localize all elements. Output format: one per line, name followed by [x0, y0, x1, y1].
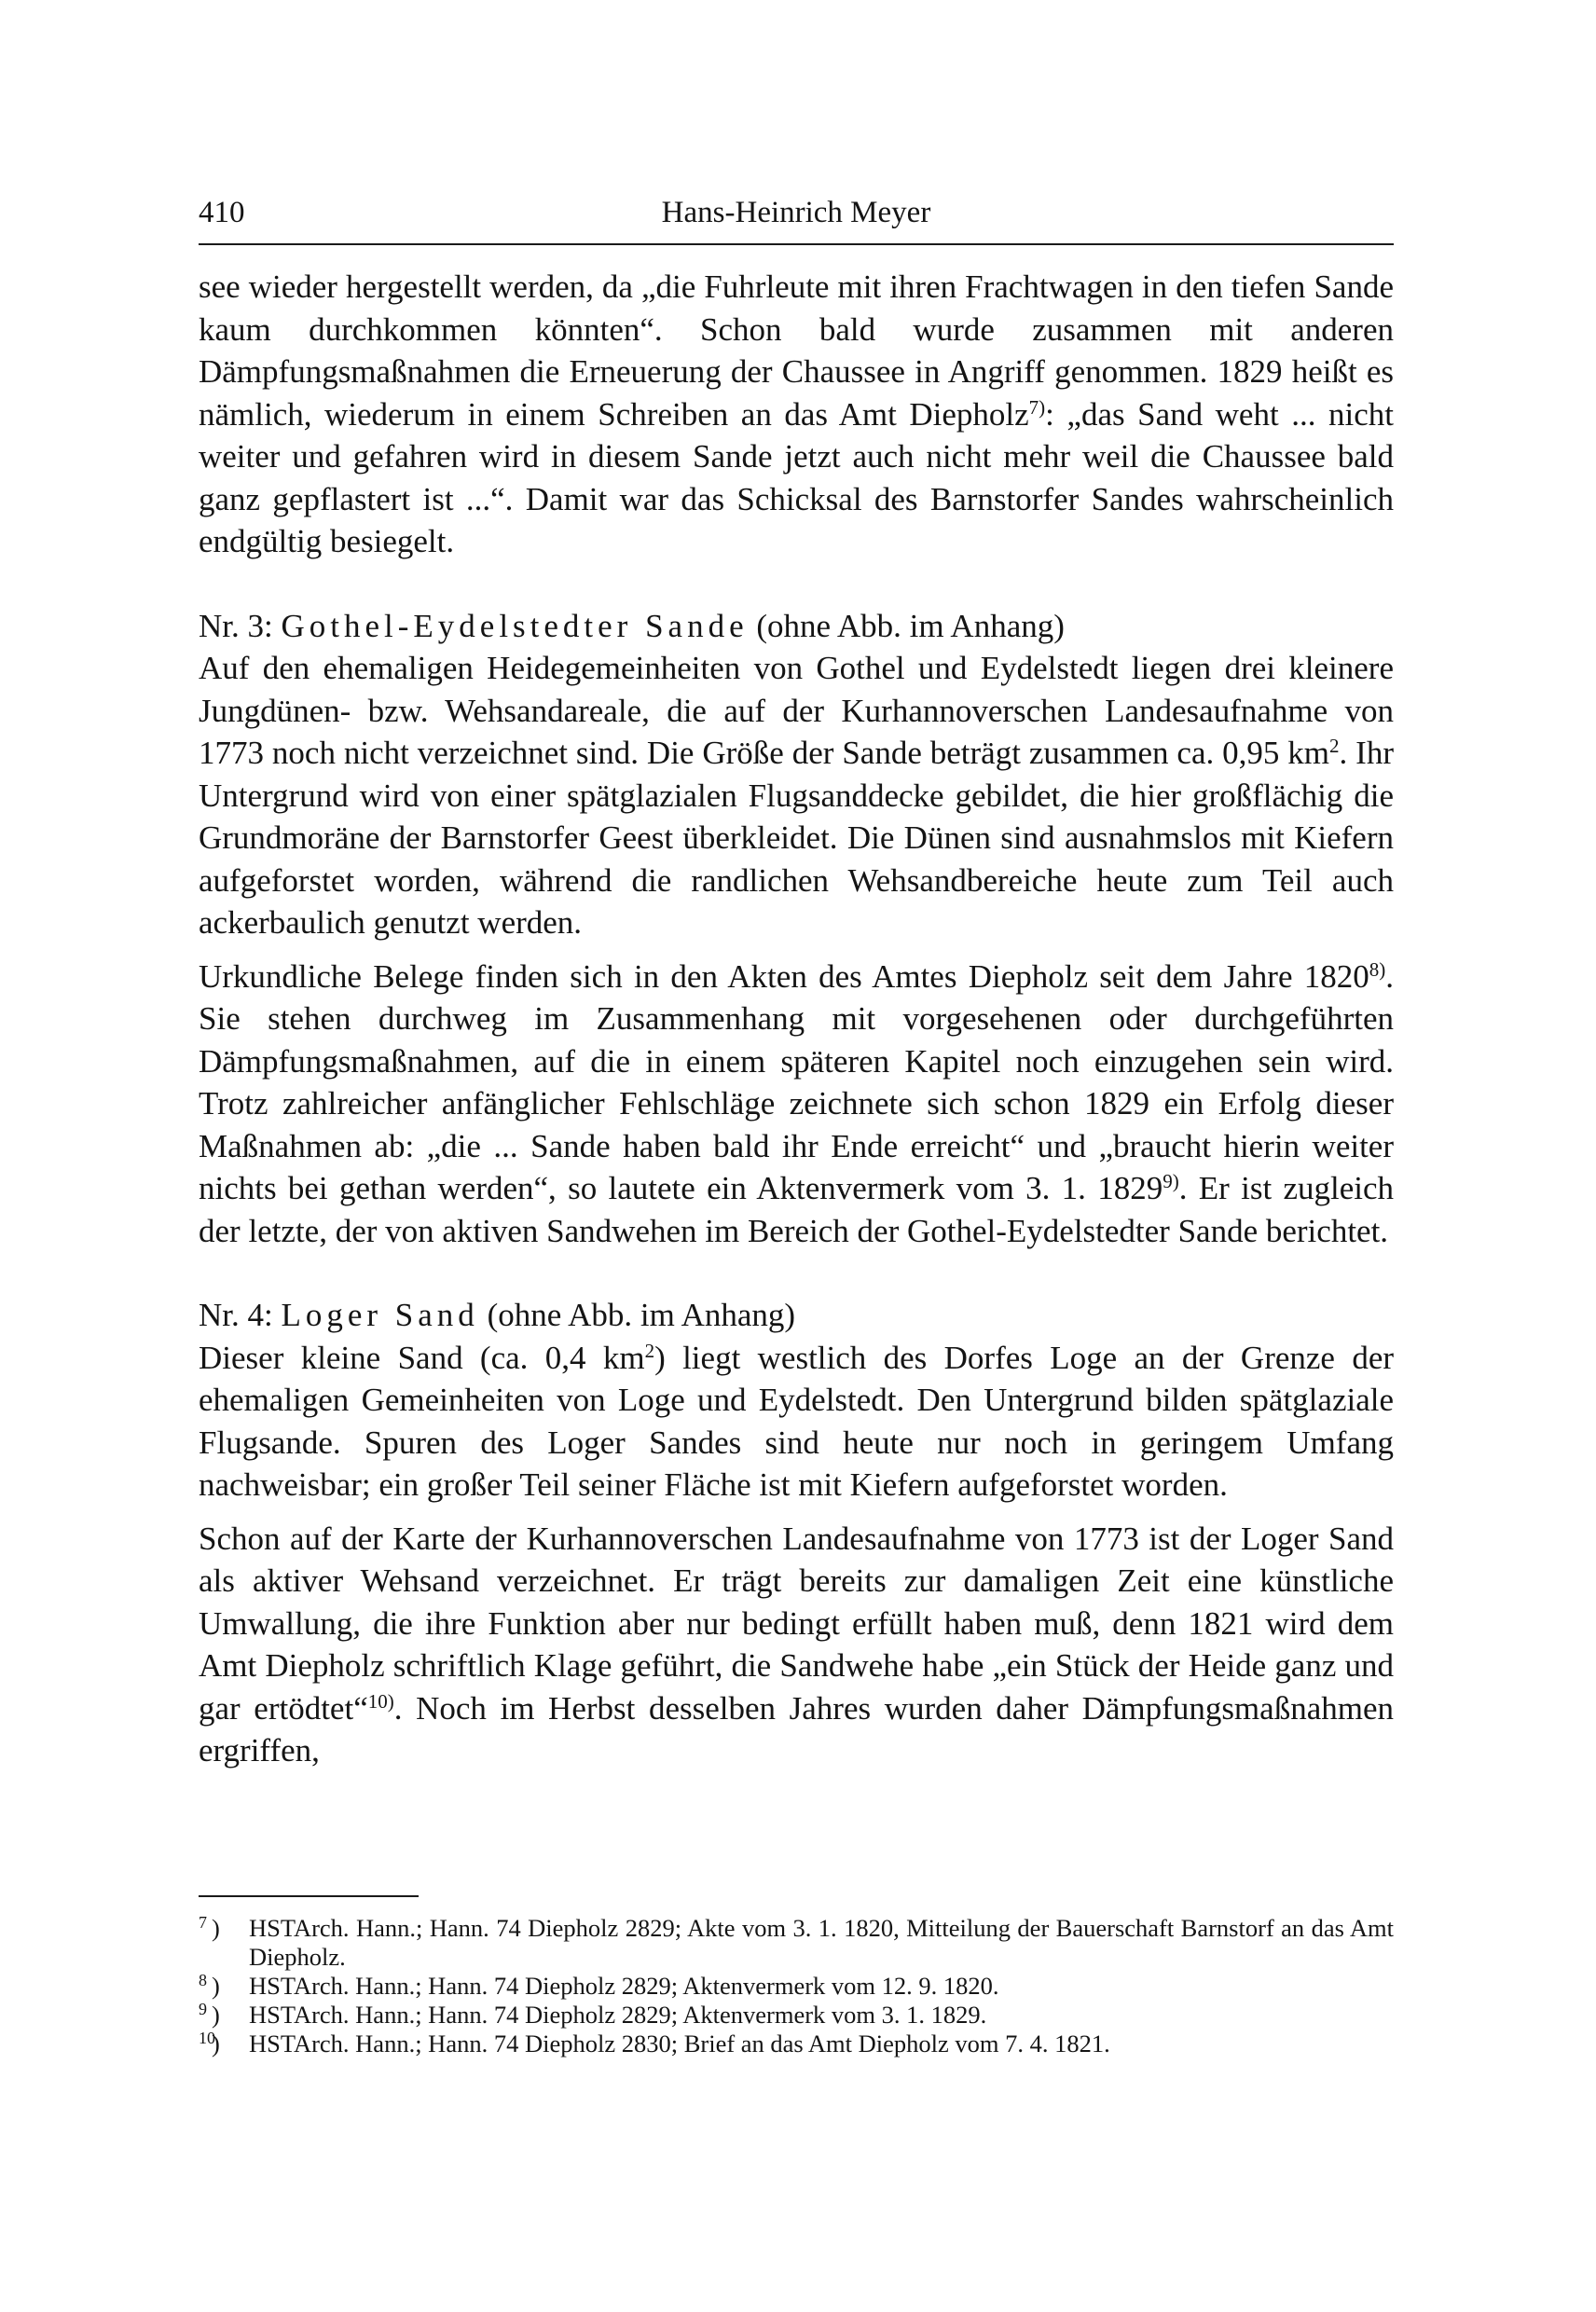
footnote-mark: 10: [199, 2029, 215, 2047]
paragraph: [199, 1337, 1394, 1507]
section-number: Nr. 4:: [199, 1297, 282, 1333]
footnote-7: [199, 1914, 1394, 1972]
text-run: . Ihr Untergrund wird von einer spätglazialen Flugsanddecke gebildet, die hier großflächig die Grundmoräne der Barnstorfer Geest überkleidet. Die Dünen sind ausnahmslos mit Kiefern aufgeforstet worden, während die randlichen Wehsandbereiche heute zum Teil auch ackerbaulich genutzt werden.: [199, 735, 1394, 941]
section-gothel-eydelstedter-sande: [199, 605, 1394, 1253]
text-run: ) liegt westlich des Dorfes Loge an der Grenze der ehemaligen Gemeinheiten von Loge und Eydelstedt. Den Untergrund bilden spätglaziale Flugsande. Spuren des Loger Sandes sind heute nur noch in geringem Umfang nachweisbar; ein großer Teil seiner Fläche ist mit Kiefern aufgeforstet worden.: [199, 1339, 1395, 1503]
text-run: Urkundliche Belege finden sich in den Akten des Amtes Diepholz seit dem Jahre 1820: [199, 957, 1369, 995]
paragraph: [199, 956, 1394, 1253]
footnote-paren: ): [212, 2030, 220, 2057]
footnote-ref-7: 7): [1028, 395, 1046, 419]
text-run: Schon auf der Karte der Kurhannoverschen Landesaufnahme von 1773 ist der Loger Sand als aktiver Wehsand verzeichnet. Er trägt bereits zur damaligen Zeit eine künstliche Umwallung, die ihre Funktion aber nur bedingt erfüllt haben muß, denn 1821 wird dem Amt Diepholz schriftlich Klage geführt, die Sandwehe habe „ein Stück der Heide ganz und gar ertödtet“: [199, 1520, 1394, 1727]
page-header: [199, 190, 1394, 235]
footnote-mark: 7: [199, 1913, 207, 1932]
section-number: Nr. 3:: [199, 607, 282, 644]
footnote-paren: ): [212, 2001, 220, 2029]
footnote-paren: ): [212, 1972, 220, 2000]
footnote-paren: ): [212, 1914, 220, 1942]
footnote-mark: 8: [199, 1971, 207, 1989]
text-run: Auf den ehemaligen Heidegemeinheiten von Gothel und Eydelstedt liegen drei kleinere Jungdünen- bzw. Wehsandareale, die auf der Kurhannoverschen Landesaufnahme von 1773 noch nicht verzeichnet sind. Die Größe der Sande beträgt zusammen ca. 0,95 km: [199, 650, 1394, 771]
text-run: Dieser kleine Sand (ca. 0,4 km: [199, 1339, 645, 1376]
footnote-ref-8: 8): [1369, 957, 1386, 981]
footnote-8: [199, 1972, 1394, 2001]
text-run: : „das Sand weht ... nicht weiter und gefahren wird in diesem Sande jetzt auch nicht mehr weil die Chaussee bald ganz gepflastert ist ...“. Damit war das Schicksal des Barnstorfer Sandes wahrscheinlich endgültig besiegelt.: [199, 395, 1394, 559]
section-title: Loger Sand: [281, 1297, 479, 1333]
footnote-10: [199, 2030, 1394, 2058]
section-note: (ohne Abb. im Anhang): [478, 1297, 796, 1333]
footnote-rule: [199, 1895, 419, 1897]
section-loger-sand: [199, 1294, 1394, 1772]
page-number: 410: [199, 196, 245, 229]
paragraph: [199, 1518, 1394, 1772]
section-heading: [199, 1294, 1394, 1337]
footnote-9: [199, 2001, 1394, 2030]
section-title: Gothel-Eydelstedter Sande: [281, 607, 749, 644]
footnote-mark: 9: [199, 2000, 207, 2018]
main-text: [199, 266, 1394, 1772]
footnotes: [199, 1914, 1394, 2058]
footnote-text: HSTArch. Hann.; Hann. 74 Diepholz 2829; Aktenvermerk vom 12. 9. 1820.: [249, 1972, 999, 2000]
paragraph: [199, 647, 1394, 944]
footnote-ref-9: 9): [1163, 1170, 1179, 1192]
text-run: . Noch im Herbst desselben Jahres wurden daher Dämpfungsmaßnahmen ergriffen,: [199, 1689, 1394, 1768]
section-note: (ohne Abb. im Anhang): [748, 607, 1065, 644]
section-heading: [199, 605, 1394, 648]
text-run: . Er ist zugleich der letzte, der von aktiven Sandwehen im Bereich der Gothel-Eydelstedter Sande berichtet.: [199, 1170, 1395, 1249]
footnote-text: HSTArch. Hann.; Hann. 74 Diepholz 2829; Aktenvermerk vom 3. 1. 1829.: [249, 2001, 987, 2029]
text-run: see wieder hergestellt werden, da „die Fuhrleute mit ihren Frachtwagen in den tiefen Sande kaum durchkommen könnten“. Schon bald wurde zusammen mit anderen Dämpfungsmaßnahmen die Erneuerung der Chaussee in Angriff genommen. 1829 heißt es nämlich, wiederum in einem Schreiben an das Amt Diepholz: [199, 268, 1394, 433]
footnote-text: HSTArch. Hann.; Hann. 74 Diepholz 2829; Akte vom 3. 1. 1820, Mitteilung der Bauerschaft Barnstorf an das Amt Diepholz.: [249, 1914, 1394, 1971]
book-page: [199, 0, 1394, 2312]
superscript: 2: [644, 1339, 655, 1362]
intro-paragraph: [199, 266, 1394, 563]
superscript: 2: [1329, 735, 1340, 757]
text-run: . Sie stehen durchweg im Zusammenhang mit vorgesehenen oder durchgeführten Dämpfungsmaßnahmen, auf die in einem späteren Kapitel noch einzugehen sein wird. Trotz zahlreicher anfänglicher Fehlschläge zeichnete sich schon 1829 ein Erfolg dieser Maßnahmen ab: „die ... Sande haben bald ihr Ende erreicht“ und „braucht hierin weiter nichts bei gethan werden“, so lautete ein Aktenvermerk vom 3. 1. 1829: [199, 957, 1394, 1206]
header-rule: [199, 243, 1394, 245]
running-head-author: Hans-Heinrich Meyer: [661, 196, 931, 229]
footnote-ref-10: 10): [367, 1689, 394, 1713]
footnote-text: HSTArch. Hann.; Hann. 74 Diepholz 2830; Brief an das Amt Diepholz vom 7. 4. 1821.: [249, 2030, 1110, 2057]
